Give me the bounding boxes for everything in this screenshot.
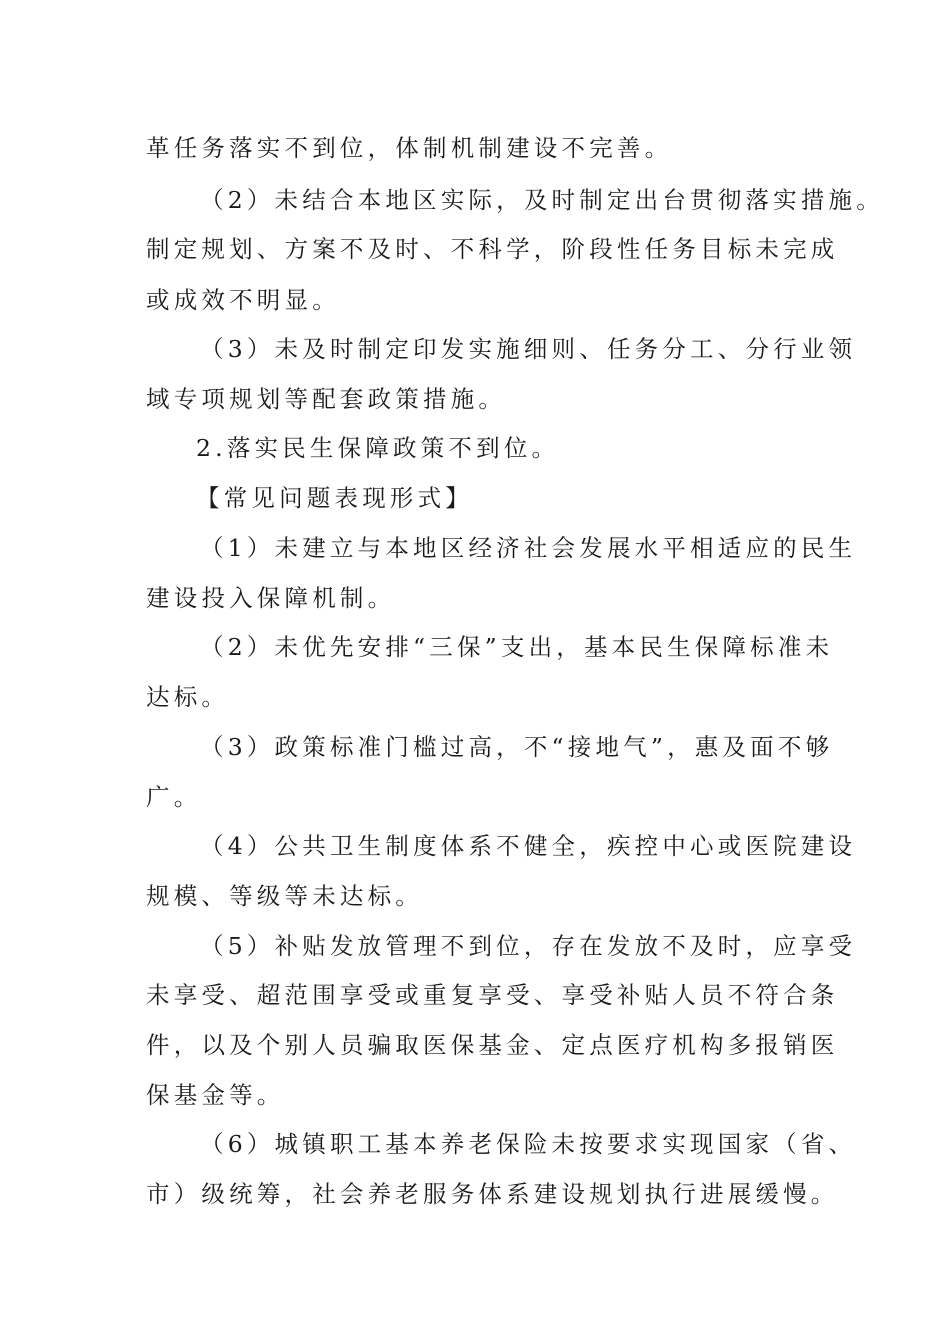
text-line: 制定规划、方案不及时、不科学，阶段性任务目标未完成 bbox=[146, 235, 839, 263]
text-line: （5）补贴发放管理不到位，存在发放不及时，应享受 bbox=[200, 932, 857, 960]
text-line: 市）级统筹，社会养老服务体系建设规划执行进展缓慢。 bbox=[146, 1180, 839, 1208]
text-line: 未享受、超范围享受或重复享受、享受补贴人员不符合条 bbox=[146, 981, 839, 1009]
text-line: （2）未优先安排“三保”支出，基本民生保障标准未 bbox=[200, 633, 834, 661]
text-line: 件，以及个别人员骗取医保基金、定点医疗机构多报销医 bbox=[146, 1031, 839, 1059]
text-line: 革任务落实不到位，体制机制建设不完善。 bbox=[146, 134, 673, 162]
text-line: （3）未及时制定印发实施细则、任务分工、分行业领 bbox=[200, 335, 857, 363]
text-line: 达标。 bbox=[146, 683, 230, 711]
text-line: 域专项规划等配套政策措施。 bbox=[146, 385, 507, 413]
text-line: 或成效不明显。 bbox=[146, 286, 340, 314]
text-line: 规模、等级等未达标。 bbox=[146, 882, 423, 910]
text-line: （3）政策标准门槛过高，不“接地气”，惠及面不够 bbox=[200, 733, 834, 761]
text-line: 建设投入保障机制。 bbox=[146, 584, 396, 612]
subsection-heading: 【常见问题表现形式】 bbox=[196, 484, 473, 512]
text-line: （4）公共卫生制度体系不健全，疾控中心或医院建设 bbox=[200, 832, 857, 860]
text-line: 保基金等。 bbox=[146, 1081, 285, 1109]
section-heading: 2.落实民生保障政策不到位。 bbox=[196, 434, 560, 462]
text-line: （1）未建立与本地区经济社会发展水平相适应的民生 bbox=[200, 534, 857, 562]
text-line: 广。 bbox=[146, 783, 202, 811]
text-line: （2）未结合本地区实际，及时制定出台贯彻落实措施。 bbox=[200, 186, 884, 214]
text-line: （6）城镇职工基本养老保险未按要求实现国家（省、 bbox=[200, 1130, 857, 1158]
